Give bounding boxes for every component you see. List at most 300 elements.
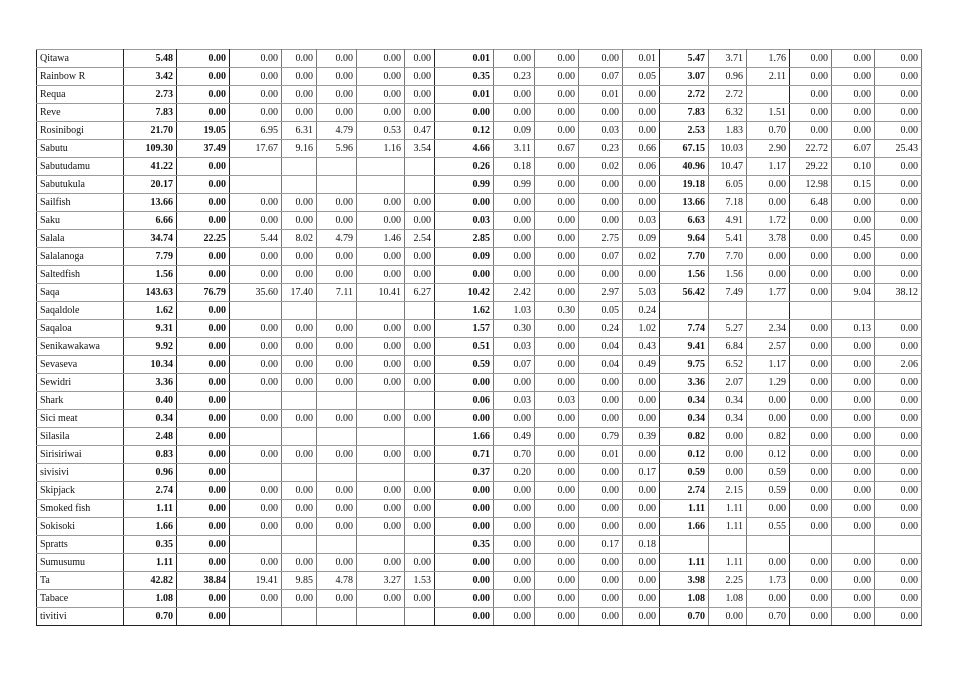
value-cell: 0.00 [875,410,922,428]
value-cell: 0.00 [875,266,922,284]
value-cell [230,302,282,320]
table-row [37,374,922,392]
row-name-cell: Tabace [37,590,124,608]
value-cell: 0.00 [790,428,832,446]
row-name-cell: Saqaloa [37,320,124,338]
value-cell: 3.78 [747,230,790,248]
value-cell [230,428,282,446]
value-cell [747,536,790,554]
value-cell: 0.00 [405,338,435,356]
row-name-cell: Sevaseva [37,356,124,374]
value-cell: 0.00 [790,104,832,122]
value-cell: 0.37 [435,464,494,482]
value-cell [317,302,357,320]
value-cell: 0.00 [230,500,282,518]
value-cell: 0.59 [747,464,790,482]
value-cell [230,176,282,194]
value-cell: 1.17 [747,356,790,374]
value-cell: 0.02 [579,158,623,176]
value-cell: 0.12 [747,446,790,464]
value-cell [282,176,317,194]
value-cell: 7.11 [317,284,357,302]
row-name-cell: Sabutudamu [37,158,124,176]
value-cell: 0.00 [494,194,535,212]
table-row [37,608,922,626]
value-cell: 1.11 [660,500,709,518]
value-cell: 2.85 [435,230,494,248]
value-cell: 0.39 [623,428,660,446]
value-cell: 1.11 [124,554,177,572]
value-cell: 0.00 [535,122,579,140]
value-cell: 7.83 [660,104,709,122]
value-cell: 5.41 [709,230,747,248]
value-cell: 0.00 [177,428,230,446]
value-cell: 0.45 [832,230,875,248]
value-cell: 0.00 [282,500,317,518]
value-cell: 0.00 [230,446,282,464]
value-cell: 1.56 [660,266,709,284]
value-cell: 0.00 [623,374,660,392]
value-cell: 0.09 [435,248,494,266]
value-cell: 0.00 [357,68,405,86]
value-cell: 0.00 [230,320,282,338]
table-row [37,68,922,86]
value-cell: 0.09 [623,230,660,248]
value-cell: 0.00 [230,518,282,536]
value-cell: 0.00 [747,176,790,194]
table-row [37,536,922,554]
value-cell: 0.00 [282,410,317,428]
value-cell: 0.00 [177,554,230,572]
value-cell: 0.00 [535,356,579,374]
value-cell: 0.00 [832,104,875,122]
value-cell: 0.00 [435,518,494,536]
value-cell: 0.07 [579,68,623,86]
row-name-cell: Senikawakawa [37,338,124,356]
value-cell: 0.00 [357,482,405,500]
value-cell: 0.00 [230,248,282,266]
value-cell: 2.11 [747,68,790,86]
value-cell: 0.00 [832,392,875,410]
value-cell: 0.00 [494,536,535,554]
value-cell: 2.07 [709,374,747,392]
value-cell: 3.98 [660,572,709,590]
value-cell [317,392,357,410]
value-cell: 0.00 [177,608,230,626]
value-cell: 2.54 [405,230,435,248]
value-cell: 67.15 [660,140,709,158]
value-cell [405,302,435,320]
value-cell: 0.00 [230,86,282,104]
value-cell: 0.00 [790,410,832,428]
value-cell: 0.00 [317,500,357,518]
value-cell: 0.00 [535,590,579,608]
value-cell [230,608,282,626]
value-cell: 0.00 [282,356,317,374]
value-cell: 7.70 [709,248,747,266]
value-cell: 0.00 [230,50,282,68]
value-cell: 5.48 [124,50,177,68]
value-cell: 0.01 [623,50,660,68]
value-cell: 4.79 [317,122,357,140]
value-cell: 0.00 [875,338,922,356]
value-cell: 0.00 [832,122,875,140]
table-row [37,122,922,140]
value-cell: 2.25 [709,572,747,590]
value-cell: 2.57 [747,338,790,356]
value-cell: 0.00 [579,608,623,626]
table-row [37,86,922,104]
value-cell: 0.00 [282,518,317,536]
value-cell: 0.00 [875,68,922,86]
value-cell: 0.00 [535,338,579,356]
value-cell [282,464,317,482]
value-cell: 0.00 [535,266,579,284]
value-cell [875,536,922,554]
value-cell: 2.15 [709,482,747,500]
value-cell: 0.00 [535,572,579,590]
value-cell: 0.00 [357,446,405,464]
value-cell: 0.00 [317,68,357,86]
value-cell: 0.00 [435,608,494,626]
value-cell: 0.02 [623,248,660,266]
value-cell: 1.11 [709,500,747,518]
value-cell: 10.41 [357,284,405,302]
value-cell [282,392,317,410]
row-name-cell: Reve [37,104,124,122]
value-cell: 0.34 [709,410,747,428]
value-cell: 0.00 [790,392,832,410]
value-cell: 0.00 [177,446,230,464]
value-cell: 1.08 [124,590,177,608]
value-cell: 0.18 [623,536,660,554]
value-cell: 0.20 [494,464,535,482]
value-cell: 1.77 [747,284,790,302]
value-cell: 0.00 [535,284,579,302]
table-row [37,284,922,302]
value-cell [282,158,317,176]
value-cell: 0.00 [435,266,494,284]
value-cell: 10.47 [709,158,747,176]
value-cell [317,176,357,194]
value-cell: 0.00 [747,590,790,608]
value-cell: 6.66 [124,212,177,230]
value-cell: 40.96 [660,158,709,176]
value-cell: 9.31 [124,320,177,338]
value-cell: 0.00 [405,86,435,104]
value-cell [660,536,709,554]
value-cell: 2.90 [747,140,790,158]
table-row [37,392,922,410]
value-cell: 0.24 [623,302,660,320]
table-row [37,158,922,176]
value-cell: 0.00 [177,104,230,122]
value-cell: 0.00 [317,554,357,572]
value-cell: 0.00 [405,554,435,572]
value-cell: 0.00 [623,608,660,626]
value-cell: 0.00 [435,554,494,572]
value-cell: 56.42 [660,284,709,302]
value-cell: 0.00 [832,608,875,626]
value-cell: 0.51 [435,338,494,356]
value-cell: 143.63 [124,284,177,302]
value-cell: 7.18 [709,194,747,212]
value-cell: 0.00 [875,230,922,248]
value-cell: 0.00 [282,86,317,104]
value-cell: 0.00 [435,482,494,500]
value-cell: 0.00 [177,464,230,482]
value-cell: 0.00 [357,212,405,230]
value-cell: 20.17 [124,176,177,194]
value-cell: 0.30 [535,302,579,320]
value-cell: 35.60 [230,284,282,302]
value-cell: 0.00 [357,356,405,374]
value-cell: 0.00 [579,464,623,482]
value-cell: 0.00 [357,590,405,608]
value-cell: 0.83 [124,446,177,464]
value-cell: 0.12 [660,446,709,464]
value-cell: 0.00 [357,410,405,428]
value-cell: 0.00 [832,554,875,572]
value-cell [357,608,405,626]
value-cell: 1.62 [435,302,494,320]
value-cell: 0.00 [535,50,579,68]
value-cell: 42.82 [124,572,177,590]
value-cell: 0.00 [317,194,357,212]
value-cell: 1.56 [124,266,177,284]
value-cell: 0.00 [832,410,875,428]
value-cell: 0.00 [405,50,435,68]
value-cell: 109.30 [124,140,177,158]
row-name-cell: Sewidri [37,374,124,392]
value-cell: 0.00 [875,212,922,230]
value-cell: 0.00 [875,446,922,464]
value-cell: 0.00 [832,338,875,356]
value-cell: 0.00 [177,482,230,500]
value-cell: 0.00 [357,554,405,572]
value-cell: 10.03 [709,140,747,158]
value-cell: 0.00 [535,428,579,446]
table-row [37,482,922,500]
value-cell: 10.34 [124,356,177,374]
table-row [37,194,922,212]
value-cell [832,536,875,554]
value-cell: 0.40 [124,392,177,410]
value-cell: 0.00 [875,518,922,536]
value-cell: 0.00 [405,212,435,230]
value-cell: 0.00 [535,464,579,482]
value-cell: 5.03 [623,284,660,302]
value-cell: 2.74 [124,482,177,500]
table-row [37,500,922,518]
value-cell: 6.27 [405,284,435,302]
value-cell: 0.00 [790,608,832,626]
value-cell: 0.00 [875,320,922,338]
value-cell: 0.49 [623,356,660,374]
value-cell: 0.00 [790,356,832,374]
row-name-cell: Requa [37,86,124,104]
value-cell: 0.00 [579,392,623,410]
value-cell: 1.11 [709,554,747,572]
value-cell: 0.00 [317,104,357,122]
value-cell: 0.03 [579,122,623,140]
value-cell: 0.70 [124,608,177,626]
value-cell: 0.00 [790,50,832,68]
value-cell: 1.08 [660,590,709,608]
value-cell: 19.05 [177,122,230,140]
value-cell: 0.00 [357,194,405,212]
value-cell: 0.03 [435,212,494,230]
value-cell: 0.00 [230,212,282,230]
value-cell: 76.79 [177,284,230,302]
value-cell: 0.00 [494,230,535,248]
value-cell: 0.35 [435,68,494,86]
value-cell: 0.00 [230,194,282,212]
value-cell: 0.00 [230,338,282,356]
value-cell: 4.66 [435,140,494,158]
value-cell: 0.55 [747,518,790,536]
value-cell: 0.00 [579,266,623,284]
value-cell: 0.00 [494,374,535,392]
value-cell: 0.12 [435,122,494,140]
value-cell: 0.00 [790,212,832,230]
value-cell: 0.00 [709,464,747,482]
value-cell: 0.00 [832,446,875,464]
value-cell: 22.72 [790,140,832,158]
value-cell: 0.23 [579,140,623,158]
value-cell: 0.00 [790,518,832,536]
value-cell [405,464,435,482]
value-cell: 0.00 [230,554,282,572]
value-cell: 12.98 [790,176,832,194]
value-cell: 17.40 [282,284,317,302]
value-cell: 0.00 [535,68,579,86]
value-cell: 1.08 [709,590,747,608]
row-name-cell: Sici meat [37,410,124,428]
row-name-cell: Skipjack [37,482,124,500]
value-cell: 0.49 [494,428,535,446]
value-cell: 0.00 [282,554,317,572]
value-cell: 1.03 [494,302,535,320]
value-cell: 5.47 [660,50,709,68]
value-cell: 0.00 [579,50,623,68]
value-cell: 0.00 [317,266,357,284]
value-cell: 0.00 [317,212,357,230]
value-cell: 0.00 [317,86,357,104]
value-cell: 0.00 [623,104,660,122]
value-cell: 0.06 [435,392,494,410]
value-cell: 17.67 [230,140,282,158]
value-cell: 0.00 [535,536,579,554]
row-name-cell: Salala [37,230,124,248]
value-cell: 0.00 [357,86,405,104]
value-cell: 0.59 [660,464,709,482]
value-cell: 0.00 [875,608,922,626]
value-cell: 0.01 [579,446,623,464]
value-cell: 0.00 [230,410,282,428]
value-cell: 6.63 [660,212,709,230]
value-cell [709,302,747,320]
value-cell: 0.00 [623,266,660,284]
value-cell: 5.96 [317,140,357,158]
value-cell: 0.00 [747,554,790,572]
value-cell: 3.36 [124,374,177,392]
value-cell: 0.00 [230,104,282,122]
table-row [37,266,922,284]
value-cell: 1.83 [709,122,747,140]
value-cell: 0.00 [747,194,790,212]
value-cell: 1.11 [124,500,177,518]
value-cell: 0.00 [435,590,494,608]
value-cell: 0.00 [317,338,357,356]
value-cell: 0.99 [435,176,494,194]
value-cell: 0.00 [317,320,357,338]
value-cell: 0.00 [405,410,435,428]
value-cell: 0.70 [660,608,709,626]
value-cell: 9.16 [282,140,317,158]
value-cell [230,392,282,410]
table-row [37,176,922,194]
value-cell: 0.03 [623,212,660,230]
row-name-cell: Smoked fish [37,500,124,518]
value-cell: 0.00 [579,194,623,212]
value-cell: 0.00 [709,428,747,446]
value-cell: 0.00 [177,338,230,356]
value-cell: 0.00 [832,194,875,212]
value-cell: 3.71 [709,50,747,68]
value-cell: 0.00 [177,518,230,536]
value-cell: 0.00 [832,374,875,392]
value-cell: 0.00 [535,374,579,392]
value-cell: 0.00 [357,320,405,338]
value-cell: 0.00 [535,446,579,464]
value-cell: 1.73 [747,572,790,590]
value-cell: 0.00 [832,248,875,266]
value-cell: 13.66 [660,194,709,212]
value-cell: 0.05 [623,68,660,86]
value-cell: 0.00 [790,446,832,464]
value-cell: 1.11 [709,518,747,536]
value-cell: 0.00 [317,446,357,464]
value-cell: 0.00 [832,500,875,518]
value-cell: 1.29 [747,374,790,392]
value-cell: 0.00 [875,428,922,446]
value-cell: 6.48 [790,194,832,212]
value-cell: 0.99 [494,176,535,194]
value-cell: 0.00 [535,518,579,536]
row-name-cell: Sabutu [37,140,124,158]
row-name-cell: Rainbow R [37,68,124,86]
value-cell: 19.41 [230,572,282,590]
value-cell: 0.00 [790,86,832,104]
value-cell: 0.00 [177,374,230,392]
value-cell: 0.00 [177,194,230,212]
value-cell: 0.00 [623,590,660,608]
value-cell: 0.00 [790,590,832,608]
value-cell: 1.53 [405,572,435,590]
value-cell: 0.17 [579,536,623,554]
value-cell: 0.00 [494,590,535,608]
value-cell [660,302,709,320]
value-cell: 22.25 [177,230,230,248]
value-cell: 0.00 [790,554,832,572]
value-cell: 9.41 [660,338,709,356]
value-cell [282,302,317,320]
value-cell: 0.35 [435,536,494,554]
value-cell: 9.85 [282,572,317,590]
value-cell: 0.00 [405,320,435,338]
value-cell: 41.22 [124,158,177,176]
